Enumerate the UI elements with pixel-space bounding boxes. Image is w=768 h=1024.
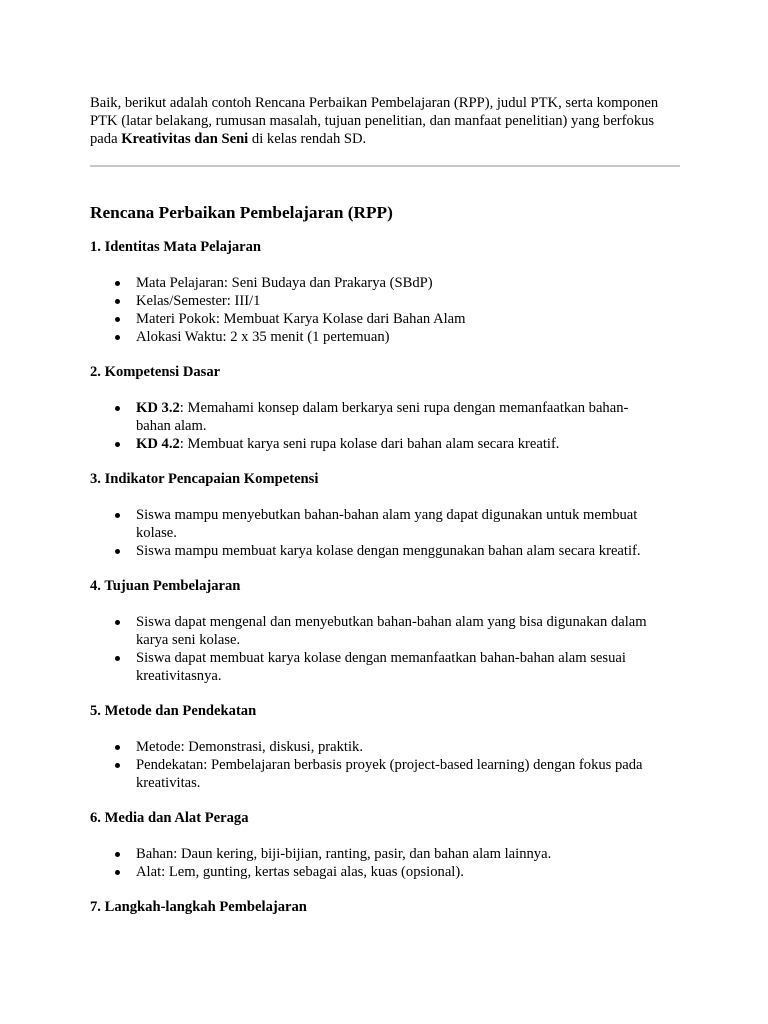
section-heading-indikator: 3. Indikator Pencapaian Kompetensi (90, 471, 319, 487)
intro-paragraph (90, 94, 680, 148)
indikator-list (90, 506, 680, 560)
list-item: Metode: Demonstrasi, diskusi, praktik. (90, 738, 680, 756)
list-item: Siswa mampu menyebutkan bahan-bahan alam yang dapat digunakan untuk membuat kolase. (90, 506, 656, 542)
document-page (90, 94, 680, 916)
list-item (90, 399, 656, 435)
list-item: Bahan: Daun kering, biji-bijian, ranting, pasir, dan bahan alam lainnya. (90, 845, 680, 863)
intro-bold-topic: Kreativitas dan Seni (121, 131, 249, 147)
list-item: Siswa dapat mengenal dan menyebutkan bahan-bahan alam yang bisa digunakan dalam karya seni kolase. (90, 613, 656, 649)
list-item: Materi Pokok: Membuat Karya Kolase dari Bahan Alam (90, 310, 680, 328)
section-heading-identitas: 1. Identitas Mata Pelajaran (90, 239, 262, 255)
metode-list (90, 738, 680, 792)
list-item (90, 435, 680, 453)
document-title: Rencana Perbaikan Pembelajaran (RPP) (90, 203, 393, 222)
kd-text: : Membuat karya seni rupa kolase dari bahan alam secara kreatif. (179, 436, 560, 452)
list-item: Siswa dapat membuat karya kolase dengan memanfaatkan bahan-bahan alam sesuai kreativitasnya. (90, 649, 656, 685)
section-heading-langkah: 7. Langkah-langkah Pembelajaran (90, 899, 307, 915)
kd-label: KD 3.2 (136, 400, 180, 416)
kompetensi-dasar-list (90, 399, 680, 453)
tujuan-list (90, 613, 680, 685)
kd-label: KD 4.2 (136, 436, 180, 452)
identitas-list (90, 274, 680, 346)
kd-text: : Memahami konsep dalam berkarya seni rupa dengan memanfaatkan bahan-bahan alam. (136, 400, 629, 434)
list-item: Alokasi Waktu: 2 x 35 menit (1 pertemuan) (90, 328, 680, 346)
list-item: Mata Pelajaran: Seni Budaya dan Prakarya (SBdP) (90, 274, 680, 292)
section-heading-media: 6. Media dan Alat Peraga (90, 810, 249, 826)
list-item: Kelas/Semester: III/1 (90, 292, 680, 310)
list-item: Siswa mampu membuat karya kolase dengan menggunakan bahan alam secara kreatif. (90, 542, 680, 560)
section-heading-kompetensi-dasar: 2. Kompetensi Dasar (90, 364, 221, 380)
intro-text-start: Baik, berikut adalah contoh Rencana Perbaikan Pembelajaran (RPP), judul PTK, serta komponen PTK (latar belakang, rumusan masalah, tujuan penelitian, dan manfaat penelitian) yang berfokus pada (90, 95, 659, 147)
section-heading-tujuan: 4. Tujuan Pembelajaran (90, 578, 241, 594)
section-heading-metode: 5. Metode dan Pendekatan (90, 703, 257, 719)
intro-text-end: di kelas rendah SD. (248, 131, 367, 147)
media-list (90, 845, 680, 881)
list-item: Alat: Lem, gunting, kertas sebagai alas, kuas (opsional). (90, 863, 680, 881)
list-item: Pendekatan: Pembelajaran berbasis proyek (project-based learning) dengan fokus pada kreativitas. (90, 756, 656, 792)
horizontal-divider (90, 165, 680, 167)
